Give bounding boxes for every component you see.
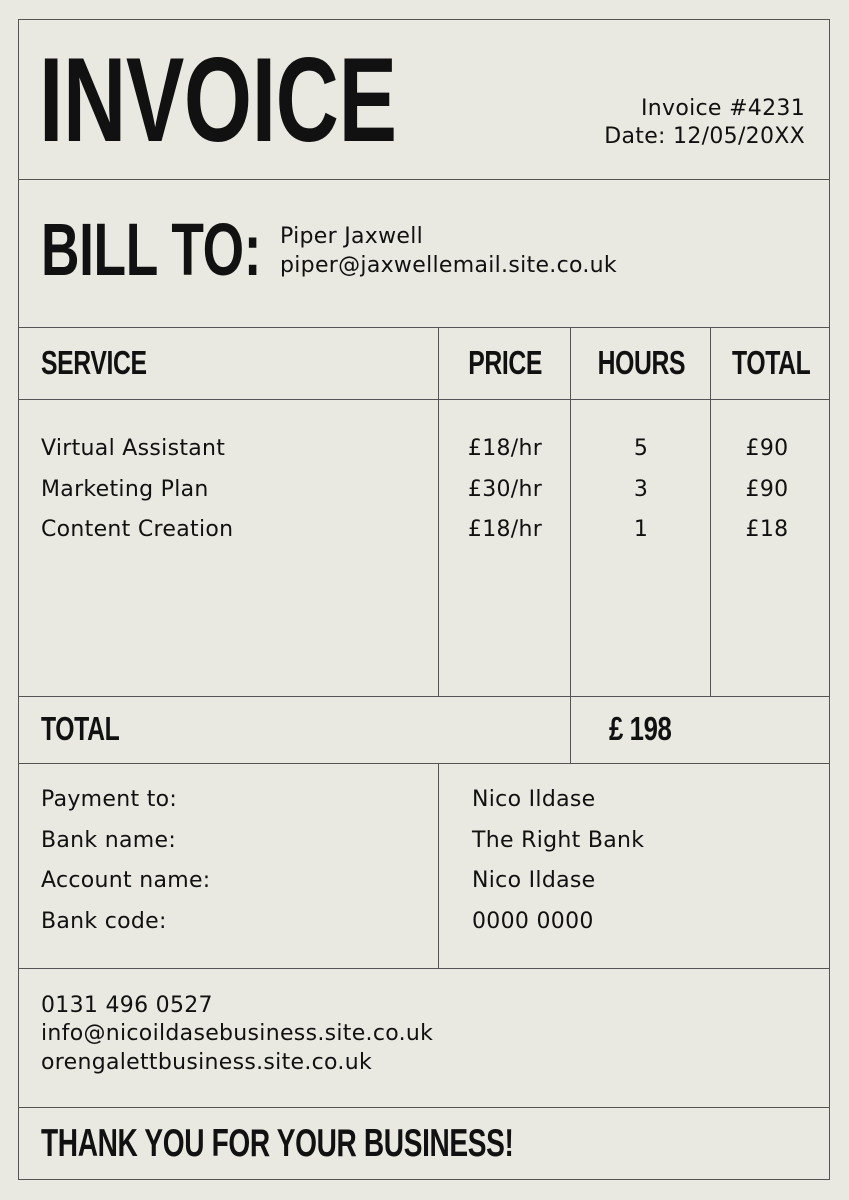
divider bbox=[19, 763, 829, 764]
total-label: TOTAL bbox=[41, 710, 120, 747]
payment-value: Nico Ildase bbox=[472, 868, 596, 893]
row-price: £18/hr bbox=[467, 517, 543, 542]
payment-value: Nico Ildase bbox=[472, 787, 596, 812]
invoice-title: INVOICE bbox=[39, 33, 397, 167]
payment-value: The Right Bank bbox=[472, 828, 645, 853]
contact-website: orengalettbusiness.site.co.uk bbox=[41, 1050, 372, 1075]
payment-value: 0000 0000 bbox=[472, 909, 594, 934]
row-total: £18 bbox=[745, 517, 789, 542]
contact-email: info@nicoildasebusiness.site.co.uk bbox=[41, 1021, 434, 1046]
column-divider bbox=[570, 327, 571, 764]
client-email: piper@jaxwellemail.site.co.uk bbox=[280, 253, 617, 278]
divider bbox=[19, 399, 829, 400]
divider bbox=[19, 696, 829, 697]
row-hours: 1 bbox=[633, 517, 649, 542]
divider bbox=[19, 179, 829, 180]
column-header-hours: HOURS bbox=[597, 344, 685, 381]
contact-phone: 0131 496 0527 bbox=[41, 993, 213, 1018]
column-divider bbox=[438, 327, 439, 697]
row-service: Virtual Assistant bbox=[41, 436, 226, 461]
divider bbox=[19, 968, 829, 969]
column-divider bbox=[710, 327, 711, 697]
divider bbox=[19, 327, 829, 328]
payment-label: Payment to: bbox=[41, 787, 178, 812]
total-value: £ 198 bbox=[609, 710, 672, 747]
divider bbox=[19, 1107, 829, 1108]
row-hours: 5 bbox=[633, 436, 649, 461]
column-divider bbox=[438, 763, 439, 968]
row-price: £18/hr bbox=[467, 436, 543, 461]
client-name: Piper Jaxwell bbox=[280, 224, 424, 249]
column-header-service: SERVICE bbox=[41, 344, 147, 381]
column-header-total: TOTAL bbox=[731, 344, 811, 381]
payment-label: Account name: bbox=[41, 868, 211, 893]
invoice-number: Invoice #4231 bbox=[641, 96, 805, 121]
invoice-document bbox=[18, 19, 830, 1180]
payment-label: Bank code: bbox=[41, 909, 167, 934]
row-total: £90 bbox=[745, 477, 789, 502]
row-total: £90 bbox=[745, 436, 789, 461]
bill-to-heading: BILL TO: bbox=[41, 208, 262, 291]
row-service: Content Creation bbox=[41, 517, 234, 542]
row-service: Marketing Plan bbox=[41, 477, 209, 502]
invoice-date: Date: 12/05/20XX bbox=[604, 124, 805, 149]
row-hours: 3 bbox=[633, 477, 649, 502]
column-header-price: PRICE bbox=[468, 344, 542, 381]
row-price: £30/hr bbox=[467, 477, 543, 502]
payment-label: Bank name: bbox=[41, 828, 177, 853]
thank-you-message: THANK YOU FOR YOUR BUSINESS! bbox=[41, 1122, 514, 1165]
